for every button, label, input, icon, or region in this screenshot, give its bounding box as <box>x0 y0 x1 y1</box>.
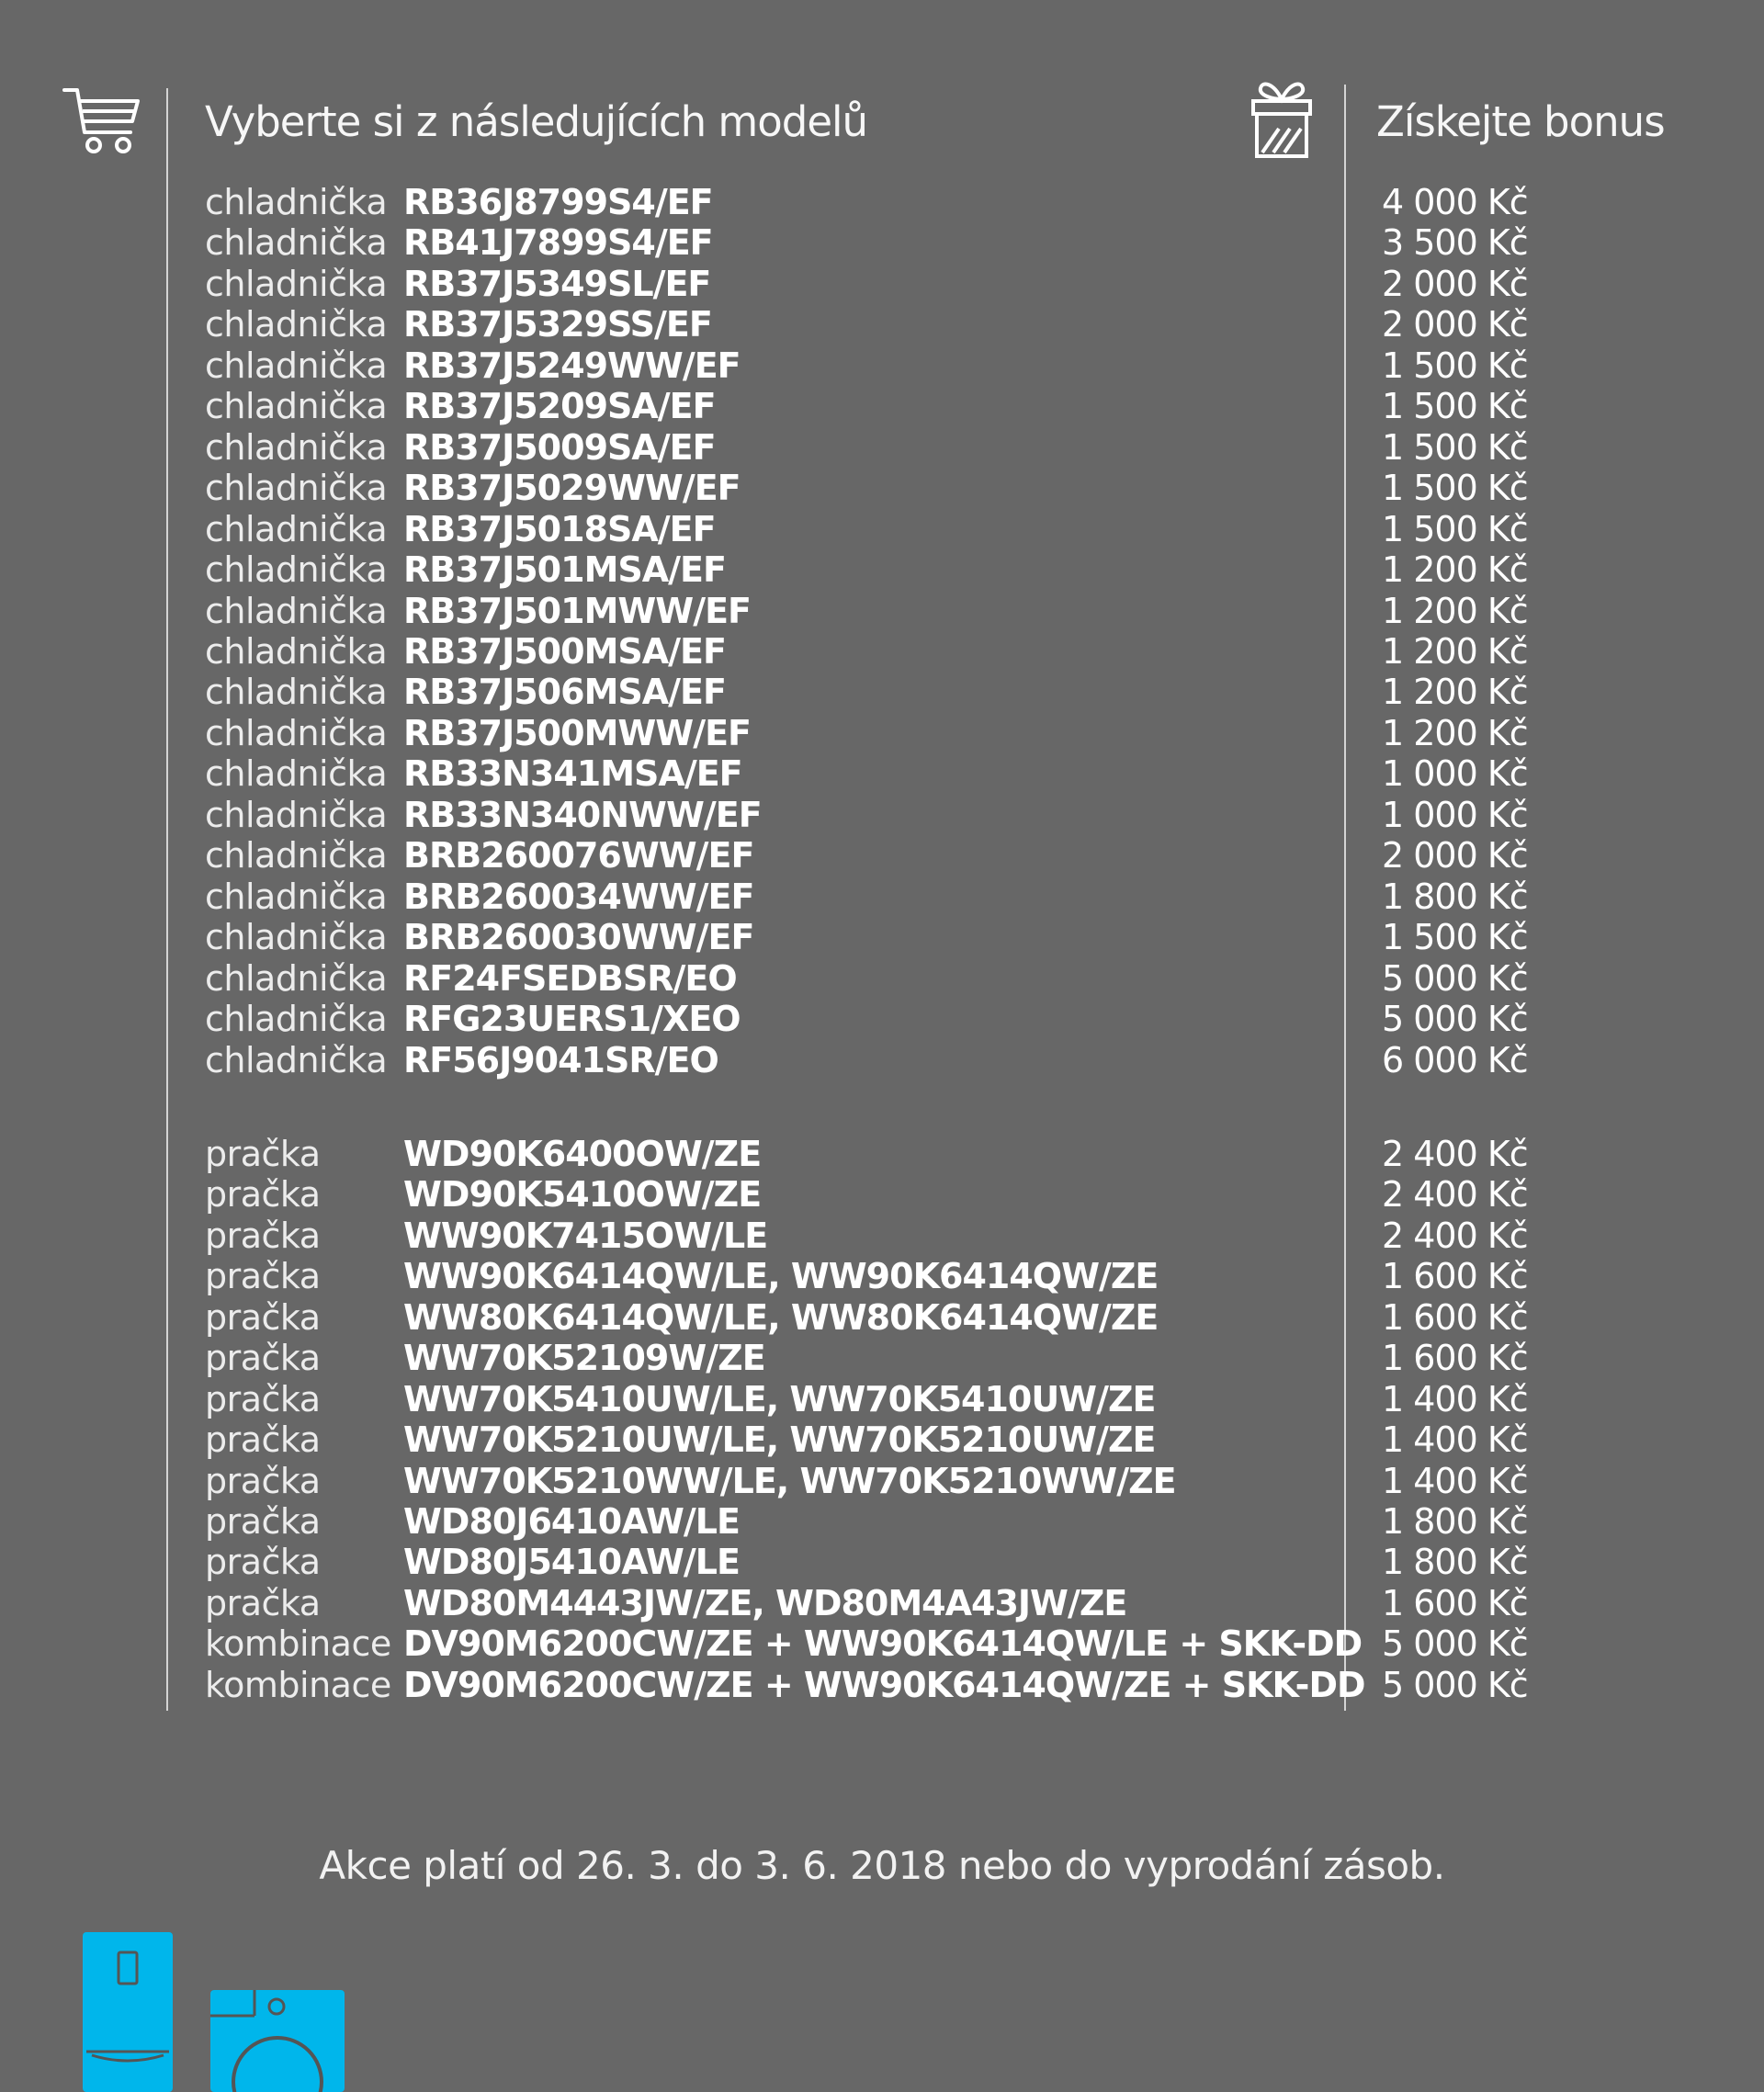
row-model: RB37J501MWW/EF <box>403 590 752 631</box>
table-row <box>0 876 1764 917</box>
row-bonus: 1 600 Kč <box>1382 1338 1528 1379</box>
row-model: WW90K7415OW/LE <box>403 1215 768 1256</box>
row-model: RB37J500MSA/EF <box>403 631 726 672</box>
row-category: chladnička <box>205 835 388 876</box>
row-model: DV90M6200CW/ZE + WW90K6414QW/LE + SKK-DD <box>403 1623 1363 1665</box>
table-row <box>0 1542 1764 1582</box>
row-bonus: 2 400 Kč <box>1382 1133 1528 1174</box>
table-row <box>0 713 1764 753</box>
row-model: BRB260034WW/EF <box>403 876 754 917</box>
row-model: BRB260030WW/EF <box>403 917 754 958</box>
row-bonus: 1 500 Kč <box>1382 386 1528 427</box>
table-row <box>0 631 1764 672</box>
table-row <box>0 795 1764 835</box>
table-row <box>0 386 1764 426</box>
row-bonus: 3 500 Kč <box>1382 222 1528 264</box>
table-row <box>0 1583 1764 1623</box>
table-row <box>0 958 1764 999</box>
row-category: chladnička <box>205 957 388 999</box>
row-bonus: 2 400 Kč <box>1382 1174 1528 1216</box>
row-category: chladnička <box>205 345 388 386</box>
row-category: chladnička <box>205 263 388 304</box>
table-row <box>0 999 1764 1039</box>
table-row <box>0 1665 1764 1705</box>
row-model: WW70K5410UW/LE, WW70K5410UW/ZE <box>403 1378 1156 1419</box>
row-category: chladnička <box>205 753 388 795</box>
table-row <box>0 264 1764 304</box>
table-row <box>0 835 1764 876</box>
row-model: RB37J5329SS/EF <box>403 304 712 345</box>
row-model: WD80J6410AW/LE <box>403 1501 740 1542</box>
row-bonus: 1 400 Kč <box>1382 1460 1528 1501</box>
row-category: chladnička <box>205 182 388 222</box>
row-category: pračka <box>205 1460 321 1501</box>
row-model: WD80J5410AW/LE <box>403 1542 740 1583</box>
table-row <box>0 1461 1764 1501</box>
table-row <box>0 304 1764 345</box>
row-bonus: 2 000 Kč <box>1382 304 1528 345</box>
row-category: chladnička <box>205 468 388 509</box>
gift-icon <box>1250 75 1314 160</box>
row-model: RFG23UERS1/XEO <box>403 999 741 1039</box>
table-row <box>0 222 1764 263</box>
row-bonus: 2 000 Kč <box>1382 263 1528 304</box>
row-model: WD90K5410OW/ZE <box>403 1174 762 1216</box>
row-bonus: 1 500 Kč <box>1382 917 1528 958</box>
row-bonus: 1 200 Kč <box>1382 590 1528 631</box>
table-row <box>0 591 1764 631</box>
row-category: pračka <box>205 1296 321 1338</box>
row-bonus: 1 600 Kč <box>1382 1256 1528 1297</box>
row-bonus: 1 800 Kč <box>1382 876 1528 917</box>
row-category: chladnička <box>205 999 388 1039</box>
row-model: BRB260076WW/EF <box>403 835 754 876</box>
cart-icon <box>61 83 143 156</box>
table-row <box>0 1134 1764 1174</box>
table-row <box>0 1623 1764 1664</box>
row-category: pračka <box>205 1215 321 1256</box>
models-title: Vyberte si z následujících modelů <box>205 97 868 146</box>
row-bonus: 1 500 Kč <box>1382 508 1528 549</box>
row-category: pračka <box>205 1419 321 1461</box>
table-row <box>0 1501 1764 1542</box>
row-model: WW90K6414QW/LE, WW90K6414QW/ZE <box>403 1256 1159 1297</box>
row-category: chladnička <box>205 222 388 264</box>
row-model: WW70K5210UW/LE, WW70K5210UW/ZE <box>403 1419 1156 1461</box>
row-bonus: 1 200 Kč <box>1382 549 1528 590</box>
row-bonus: 5 000 Kč <box>1382 957 1528 999</box>
row-model: RB37J506MSA/EF <box>403 672 726 713</box>
washing-machine-icon <box>210 1990 345 2092</box>
table-row <box>0 1174 1764 1215</box>
row-model: WW70K52109W/ZE <box>403 1338 765 1379</box>
row-bonus: 1 800 Kč <box>1382 1542 1528 1583</box>
row-model: RB41J7899S4/EF <box>403 222 713 264</box>
row-bonus: 1 000 Kč <box>1382 753 1528 795</box>
table-row <box>0 1419 1764 1460</box>
table-row <box>0 427 1764 468</box>
row-bonus: 1 400 Kč <box>1382 1419 1528 1461</box>
row-category: pračka <box>205 1256 321 1297</box>
row-bonus: 1 200 Kč <box>1382 631 1528 672</box>
row-model: RB37J500MWW/EF <box>403 712 752 753</box>
table-row <box>0 509 1764 549</box>
row-model: RB36J8799S4/EF <box>403 182 713 222</box>
row-category: pračka <box>205 1378 321 1419</box>
row-category: chladnička <box>205 876 388 917</box>
row-category: chladnička <box>205 549 388 590</box>
row-model: WW70K5210WW/LE, WW70K5210WW/ZE <box>403 1460 1176 1501</box>
row-bonus: 1 600 Kč <box>1382 1582 1528 1623</box>
row-category: kombinace <box>205 1623 391 1665</box>
row-bonus: 1 600 Kč <box>1382 1296 1528 1338</box>
table-row <box>0 182 1764 222</box>
table-row <box>0 1040 1764 1080</box>
fridge-icon <box>83 1932 173 2092</box>
row-bonus: 1 500 Kč <box>1382 468 1528 509</box>
row-category: chladnička <box>205 672 388 713</box>
row-category: chladnička <box>205 631 388 672</box>
row-category: pračka <box>205 1582 321 1623</box>
row-bonus: 2 000 Kč <box>1382 835 1528 876</box>
table-row <box>0 1338 1764 1378</box>
row-category: chladnička <box>205 508 388 549</box>
row-category: pračka <box>205 1133 321 1174</box>
table-row <box>0 1297 1764 1338</box>
row-bonus: 2 400 Kč <box>1382 1215 1528 1256</box>
row-model: RB37J5209SA/EF <box>403 386 716 427</box>
row-category: chladnička <box>205 386 388 427</box>
row-category: chladnička <box>205 426 388 468</box>
row-model: RB33N340NWW/EF <box>403 794 762 835</box>
row-category: chladnička <box>205 794 388 835</box>
row-bonus: 1 400 Kč <box>1382 1378 1528 1419</box>
row-category: chladnička <box>205 1039 388 1080</box>
table-row <box>0 1379 1764 1419</box>
row-bonus: 1 200 Kč <box>1382 712 1528 753</box>
row-bonus: 6 000 Kč <box>1382 1039 1528 1080</box>
row-category: kombinace <box>205 1664 391 1705</box>
row-model: WD90K6400OW/ZE <box>403 1133 762 1174</box>
row-model: RF56J9041SR/EO <box>403 1039 718 1080</box>
table-row <box>0 672 1764 712</box>
row-category: chladnička <box>205 712 388 753</box>
row-model: RF24FSEDBSR/EO <box>403 957 737 999</box>
row-category: chladnička <box>205 590 388 631</box>
row-category: pračka <box>205 1338 321 1379</box>
row-bonus: 1 500 Kč <box>1382 426 1528 468</box>
row-model: RB37J5018SA/EF <box>403 508 716 549</box>
row-category: pračka <box>205 1174 321 1216</box>
row-bonus: 5 000 Kč <box>1382 1623 1528 1665</box>
row-category: pračka <box>205 1542 321 1583</box>
row-model: RB37J5009SA/EF <box>403 426 716 468</box>
row-model: WD80M4443JW/ZE, WD80M4A43JW/ZE <box>403 1582 1127 1623</box>
table-row <box>0 1256 1764 1296</box>
row-model: RB37J5349SL/EF <box>403 263 711 304</box>
row-category: chladnička <box>205 917 388 958</box>
table-row <box>0 549 1764 590</box>
table-row <box>0 1216 1764 1256</box>
row-model: WW80K6414QW/LE, WW80K6414QW/ZE <box>403 1296 1159 1338</box>
bonus-title: Získejte bonus <box>1376 97 1665 146</box>
row-bonus: 1 200 Kč <box>1382 672 1528 713</box>
row-bonus: 1 500 Kč <box>1382 345 1528 386</box>
table-row <box>0 345 1764 386</box>
row-bonus: 4 000 Kč <box>1382 182 1528 222</box>
row-bonus: 5 000 Kč <box>1382 1664 1528 1705</box>
table-row <box>0 917 1764 957</box>
row-model: DV90M6200CW/ZE + WW90K6414QW/ZE + SKK-DD <box>403 1664 1365 1705</box>
row-bonus: 1 800 Kč <box>1382 1501 1528 1542</box>
table-row <box>0 468 1764 508</box>
row-model: RB37J5249WW/EF <box>403 345 741 386</box>
validity-note: Akce platí od 26. 3. do 3. 6. 2018 nebo do vyprodání zásob. <box>319 1843 1445 1888</box>
row-category: chladnička <box>205 304 388 345</box>
row-model: RB37J5029WW/EF <box>403 468 741 509</box>
row-bonus: 5 000 Kč <box>1382 999 1528 1039</box>
row-model: RB33N341MSA/EF <box>403 753 742 795</box>
row-category: pračka <box>205 1501 321 1542</box>
row-bonus: 1 000 Kč <box>1382 794 1528 835</box>
table-row <box>0 753 1764 794</box>
row-model: RB37J501MSA/EF <box>403 549 726 590</box>
